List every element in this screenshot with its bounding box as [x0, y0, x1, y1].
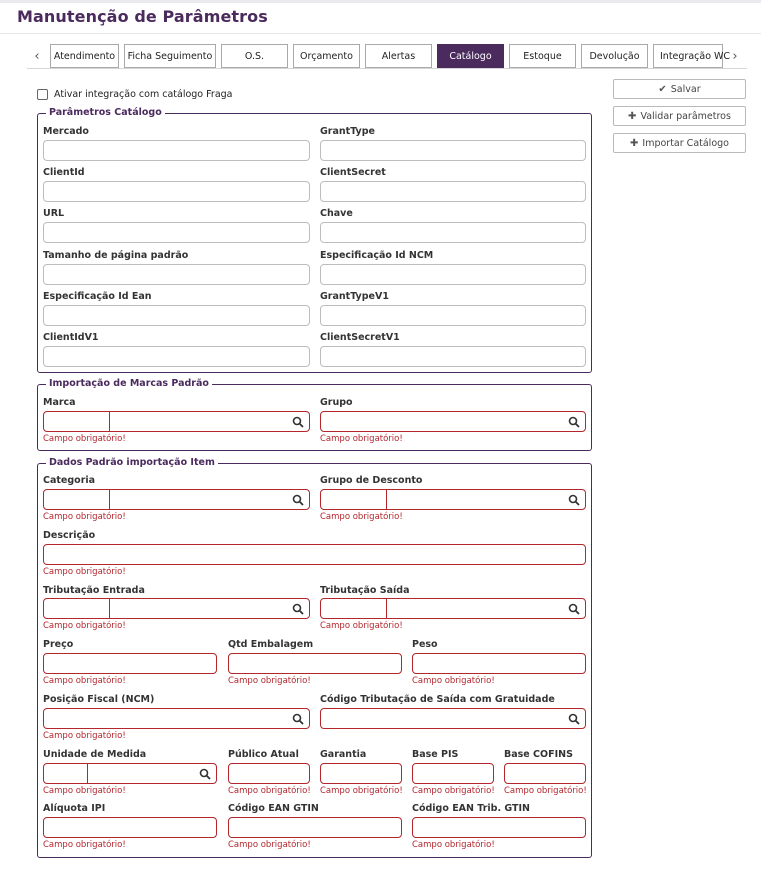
field-label: Peso: [412, 639, 438, 650]
field-label: Código Tributação de Saída com Gratuidade: [320, 694, 555, 705]
clientsecretv1-input[interactable]: [320, 346, 586, 367]
url-input[interactable]: [43, 222, 310, 243]
field-label: Grupo de Desconto: [320, 475, 423, 486]
search-icon[interactable]: [568, 494, 580, 506]
error-message: Campo obrigatório!: [43, 434, 126, 444]
field-label: Garantia: [320, 749, 367, 760]
grupo-desconto-lookup[interactable]: [320, 489, 586, 510]
error-message: Campo obrigatório!: [43, 786, 126, 796]
search-icon[interactable]: [568, 416, 580, 428]
field-label: Mercado: [43, 126, 89, 137]
granttype-input[interactable]: [320, 140, 586, 161]
tab-estoque[interactable]: Estoque: [509, 44, 576, 68]
field-label: Alíquota IPI: [43, 803, 106, 814]
search-icon[interactable]: [292, 494, 304, 506]
unidade-medida-lookup[interactable]: [43, 763, 217, 784]
marca-lookup[interactable]: [43, 411, 310, 432]
integration-checkbox-row[interactable]: [37, 89, 233, 100]
tab-devolucao[interactable]: Devolução: [581, 44, 648, 68]
field-label: Código EAN GTIN: [228, 803, 319, 814]
integration-checkbox[interactable]: [37, 89, 48, 100]
error-message: Campo obrigatório!: [43, 621, 126, 631]
top-bar: [0, 0, 761, 3]
error-message: Campo obrigatório!: [320, 512, 403, 522]
error-message: Campo obrigatório!: [228, 786, 311, 796]
plus-icon: ✚: [630, 137, 639, 149]
error-message: Campo obrigatório!: [320, 621, 403, 631]
base-cofins-input[interactable]: [504, 763, 586, 784]
integration-checkbox-label: Ativar integração com catálogo Fraga: [54, 89, 233, 100]
divider: [27, 68, 747, 69]
error-message: Campo obrigatório!: [228, 676, 311, 686]
search-icon[interactable]: [292, 603, 304, 615]
tab-ficha-seguimento[interactable]: Ficha Seguimento: [124, 44, 216, 68]
tab-alertas[interactable]: Alertas: [365, 44, 432, 68]
field-label: Preço: [43, 639, 74, 650]
tab-bar: [27, 44, 747, 68]
search-icon[interactable]: [568, 713, 580, 725]
fieldset-legend: Parâmetros Catálogo: [46, 107, 165, 118]
tab-orcamento[interactable]: Orçamento: [293, 44, 360, 68]
fieldset-legend: Importação de Marcas Padrão: [46, 378, 212, 389]
descricao-input[interactable]: [43, 544, 586, 565]
aliquota-ipi-input[interactable]: [43, 817, 217, 838]
ean-spec-input[interactable]: [43, 305, 310, 326]
field-label: Unidade de Medida: [43, 749, 147, 760]
error-message: Campo obrigatório!: [43, 676, 126, 686]
error-message: Campo obrigatório!: [43, 512, 126, 522]
chevron-right-icon[interactable]: ›: [732, 48, 738, 64]
field-label: Base PIS: [412, 749, 459, 760]
error-message: Campo obrigatório!: [43, 731, 126, 741]
field-label: Público Atual: [228, 749, 299, 760]
save-button-label: Salvar: [670, 83, 701, 95]
field-label: Descrição: [43, 530, 96, 541]
error-message: Campo obrigatório!: [320, 786, 403, 796]
cod-trib-gratuidade-lookup[interactable]: [320, 708, 586, 729]
check-icon: ✔: [658, 83, 667, 95]
error-message: Campo obrigatório!: [412, 676, 495, 686]
field-label: Grupo: [320, 397, 353, 408]
field-label: Tributação Saída: [320, 585, 410, 596]
field-label: ClientIdV1: [43, 332, 99, 343]
tab-integracao-wc[interactable]: Integração WC: [653, 44, 723, 68]
import-catalog-button[interactable]: [613, 133, 746, 153]
save-button[interactable]: [613, 79, 746, 99]
field-label: Código EAN Trib. GTIN: [412, 803, 530, 814]
clientid-input[interactable]: [43, 181, 310, 202]
import-button-label: Importar Catálogo: [642, 137, 729, 149]
error-message: Campo obrigatório!: [412, 786, 495, 796]
fieldset-importacao-marcas: [37, 378, 592, 451]
field-label: Tamanho de página padrão: [43, 250, 189, 261]
field-label: Especificação Id NCM: [320, 250, 434, 261]
field-label: GrantType: [320, 126, 375, 137]
field-label: Tributação Entrada: [43, 585, 145, 596]
ean-trib-gtin-input[interactable]: [412, 817, 586, 838]
tributacao-entrada-lookup[interactable]: [43, 598, 310, 619]
error-message: Campo obrigatório!: [43, 840, 126, 850]
ncm-spec-input[interactable]: [320, 264, 586, 285]
search-icon[interactable]: [568, 603, 580, 615]
page-size-input[interactable]: [43, 264, 310, 285]
divider: [0, 33, 761, 34]
qtd-embalagem-input[interactable]: [228, 653, 402, 674]
chave-input[interactable]: [320, 222, 586, 243]
plus-icon: ✚: [628, 110, 637, 122]
tab-catalogo[interactable]: Catálogo: [437, 44, 504, 68]
mercado-input[interactable]: [43, 140, 310, 161]
field-label: ClientId: [43, 167, 85, 178]
ean-gtin-input[interactable]: [228, 817, 402, 838]
error-message: Campo obrigatório!: [412, 840, 495, 850]
field-label: Base COFINS: [504, 749, 573, 760]
publico-atual-input[interactable]: [228, 763, 310, 784]
search-icon[interactable]: [199, 768, 211, 780]
search-icon[interactable]: [292, 713, 304, 725]
field-label: ClientSecretV1: [320, 332, 400, 343]
ncm-lookup[interactable]: [43, 708, 310, 729]
field-label: Especificação Id Ean: [43, 291, 152, 302]
error-message: Campo obrigatório!: [43, 567, 126, 577]
tab-atendimento[interactable]: Atendimento: [50, 44, 119, 68]
clientidv1-input[interactable]: [43, 346, 310, 367]
fieldset-dados-item: [37, 457, 592, 858]
field-label: Chave: [320, 208, 353, 219]
field-label: ClientSecret: [320, 167, 386, 178]
field-label: Categoria: [43, 475, 96, 486]
chevron-left-icon[interactable]: ‹: [34, 48, 40, 64]
field-label: Posição Fiscal (NCM): [43, 694, 155, 705]
granttypev1-input[interactable]: [320, 305, 586, 326]
error-message: Campo obrigatório!: [504, 786, 587, 796]
tributacao-saida-lookup[interactable]: [320, 598, 586, 619]
field-label: Marca: [43, 397, 76, 408]
preco-input[interactable]: [43, 653, 217, 674]
categoria-lookup[interactable]: [43, 489, 310, 510]
fieldset-legend: Dados Padrão importação Item: [46, 457, 218, 468]
field-label: URL: [43, 208, 65, 219]
field-label: GrantTypeV1: [320, 291, 389, 302]
clientsecret-input[interactable]: [320, 181, 586, 202]
peso-input[interactable]: [412, 653, 586, 674]
garantia-input[interactable]: [320, 763, 402, 784]
field-label: Qtd Embalagem: [228, 639, 314, 650]
base-pis-input[interactable]: [412, 763, 494, 784]
validate-button-label: Validar parâmetros: [640, 110, 731, 122]
page-title: Manutenção de Parâmetros: [17, 7, 268, 26]
grupo-lookup[interactable]: [320, 411, 586, 432]
error-message: Campo obrigatório!: [228, 840, 311, 850]
search-icon[interactable]: [292, 416, 304, 428]
validate-parameters-button[interactable]: [613, 106, 746, 126]
tab-os[interactable]: O.S.: [221, 44, 288, 68]
error-message: Campo obrigatório!: [320, 434, 403, 444]
fieldset-parametros-catalogo: [37, 107, 592, 373]
